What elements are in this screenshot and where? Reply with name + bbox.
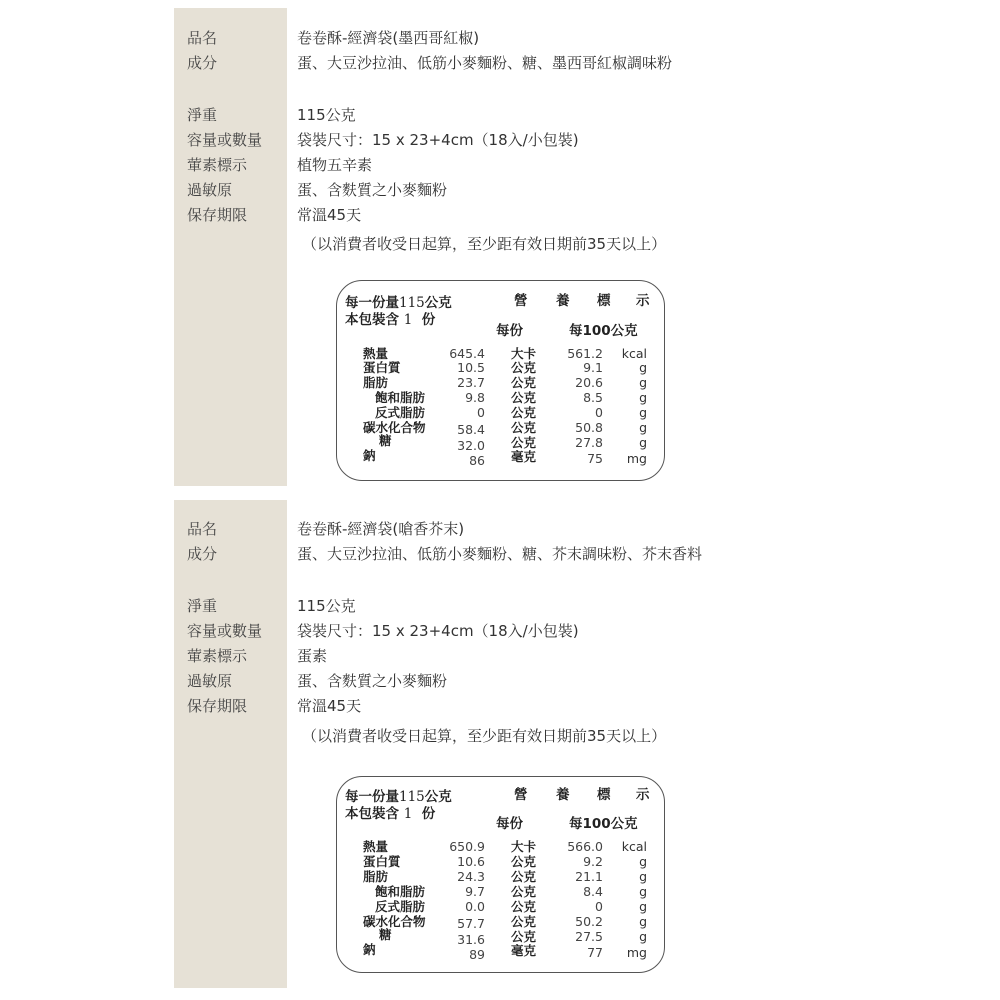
title-char: 營 bbox=[514, 293, 528, 309]
product-section-1 bbox=[174, 8, 1000, 486]
field-label: 過敏原 bbox=[187, 181, 233, 199]
title-char: 養 bbox=[556, 787, 570, 803]
shelf-life-note: （以消費者收受日起算，至少距有效日期前35天以上） bbox=[302, 235, 667, 253]
field-value: 植物五辛素 bbox=[297, 156, 373, 174]
serving-size: 每一份量115公克 bbox=[345, 295, 452, 311]
col-header-per-serving: 每份 bbox=[496, 816, 523, 832]
field-value: 蛋素 bbox=[297, 647, 328, 665]
field-value: 常溫45天 bbox=[297, 206, 362, 224]
servings-per-package: 本包裝含 1 份 bbox=[345, 312, 436, 328]
nutrition-facts-box: 每一份量115公克 營 養 標 示 本包裝含 1 份 每份 每100公克 熱量 650.9 大卡 566.0 kcal 蛋白質 10.6 公克 9.2 g 脂肪 24.3 公克 21.1 g 飽和脂肪 9.7 公克 8.4 g 反式脂肪 0.0 公克 0 g 碳水化合物 57.7 公克 50.2 g 糖 31.6 公克 27.5 g 鈉 89 毫克 77 mg bbox=[336, 776, 665, 973]
servings-per-package: 本包裝含 1 份 bbox=[345, 806, 436, 822]
title-char: 營 bbox=[514, 787, 528, 803]
field-label: 葷素標示 bbox=[187, 156, 248, 174]
field-label: 過敏原 bbox=[187, 672, 233, 690]
field-label: 淨重 bbox=[187, 597, 218, 615]
nutrition-facts-box: 每一份量115公克 營 養 標 示 本包裝含 1 份 每份 每100公克 熱量 645.4 大卡 561.2 kcal 蛋白質 10.5 公克 9.1 g 脂肪 23.7 公克 20.6 g 飽和脂肪 9.8 公克 8.5 g 反式脂肪 0 公克 0 g 碳水化合物 58.4 公克 50.8 g 糖 32.0 公克 27.8 g 鈉 86 毫克 75 mg bbox=[336, 280, 665, 481]
field-label: 成分 bbox=[187, 545, 218, 563]
title-char: 養 bbox=[556, 293, 570, 309]
field-value: 蛋、大豆沙拉油、低筋小麥麵粉、糖、芥末調味粉、芥末香料 bbox=[297, 545, 703, 563]
serving-size: 每一份量115公克 bbox=[345, 789, 452, 805]
col-header-per-100g: 每100公克 bbox=[569, 816, 638, 832]
product-section-2 bbox=[174, 500, 1000, 988]
field-label: 品名 bbox=[187, 29, 218, 47]
field-value: 蛋、含麩質之小麥麵粉 bbox=[297, 672, 448, 690]
field-value: 115公克 bbox=[297, 597, 356, 615]
field-value: 袋裝尺寸：15 x 23+4cm（18入/小包裝) bbox=[297, 622, 579, 640]
field-label: 容量或數量 bbox=[187, 131, 263, 149]
field-value: 蛋、大豆沙拉油、低筋小麥麵粉、糖、墨西哥紅椒調味粉 bbox=[297, 54, 673, 72]
title-char: 標 bbox=[597, 293, 611, 309]
title-char: 示 bbox=[636, 787, 650, 803]
field-label: 品名 bbox=[187, 520, 218, 538]
col-header-per-serving: 每份 bbox=[496, 323, 523, 339]
field-label: 淨重 bbox=[187, 106, 218, 124]
field-value: 卷卷酥-經濟袋(嗆香芥末) bbox=[297, 520, 465, 538]
field-label: 保存期限 bbox=[187, 206, 248, 224]
field-value: 袋裝尺寸：15 x 23+4cm（18入/小包裝) bbox=[297, 131, 579, 149]
label-column-bg bbox=[174, 8, 287, 486]
field-label: 葷素標示 bbox=[187, 647, 248, 665]
field-value: 蛋、含麩質之小麥麵粉 bbox=[297, 181, 448, 199]
title-char: 標 bbox=[597, 787, 611, 803]
field-label: 保存期限 bbox=[187, 697, 248, 715]
field-label: 容量或數量 bbox=[187, 622, 263, 640]
col-header-per-100g: 每100公克 bbox=[569, 323, 638, 339]
field-label: 成分 bbox=[187, 54, 218, 72]
field-value: 115公克 bbox=[297, 106, 356, 124]
shelf-life-note: （以消費者收受日起算，至少距有效日期前35天以上） bbox=[302, 727, 667, 745]
label-column-bg bbox=[174, 500, 287, 988]
field-value: 常溫45天 bbox=[297, 697, 362, 715]
title-char: 示 bbox=[636, 293, 650, 309]
field-value: 卷卷酥-經濟袋(墨西哥紅椒) bbox=[297, 29, 480, 47]
